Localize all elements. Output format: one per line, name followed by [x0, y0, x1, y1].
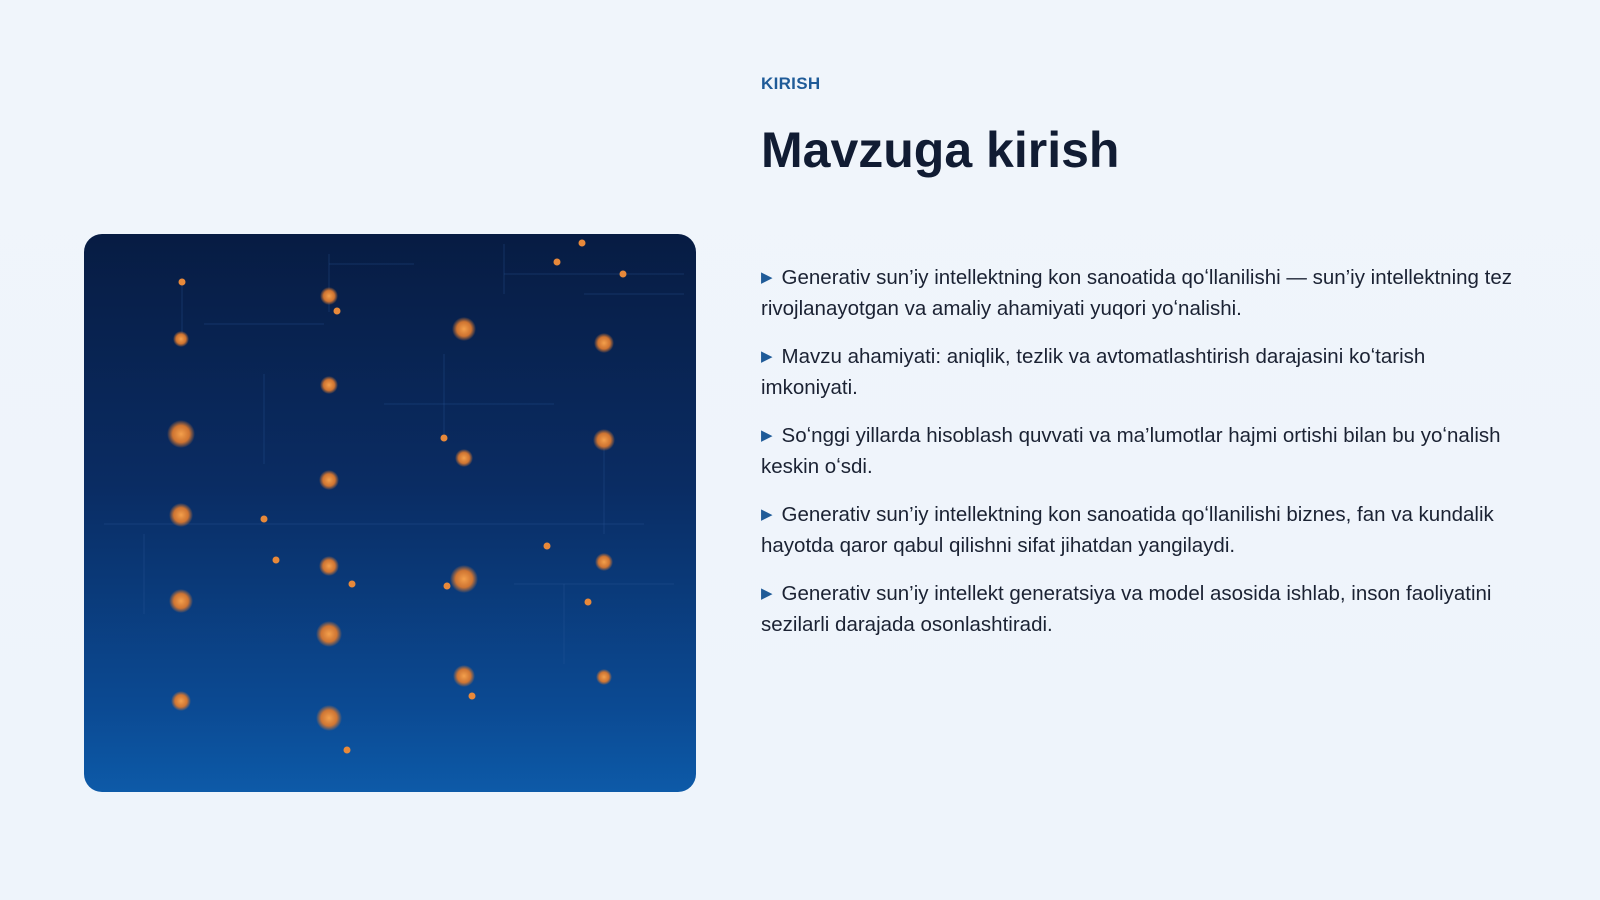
bullet-list [761, 262, 1521, 657]
section-kicker: KIRISH [761, 74, 821, 93]
bullet-item [761, 341, 1521, 403]
bullet-arrow-icon: ▶ [761, 506, 773, 523]
network-illustration [84, 234, 696, 792]
bullet-text: Generativ sun’iy intellektning kon sanoatida qoʻllanilishi — sun’iy intellektning tez rivojlanayotgan va amaliy ahamiyati yuqori yoʻnalishi. [761, 266, 1512, 320]
bullet-arrow-icon: ▶ [761, 269, 773, 286]
bullet-text: Generativ sun’iy intellektning kon sanoatida qoʻllanilishi biznes, fan va kundalik hayotda qaror qabul qilishni sifat jihatdan yangilaydi. [761, 503, 1494, 557]
bullet-arrow-icon: ▶ [761, 427, 773, 444]
bullet-item [761, 578, 1521, 640]
bullet-text: Mavzu ahamiyati: aniqlik, tezlik va avtomatlashtirish darajasini koʻtarish imkoniyati. [761, 345, 1426, 399]
bullet-item [761, 499, 1521, 561]
bullet-text: Generativ sun’iy intellekt generatsiya va model asosida ishlab, inson faoliyatini sezilarli darajada osonlashtiradi. [761, 582, 1492, 636]
bullet-item [761, 420, 1521, 482]
bullet-item [761, 262, 1521, 324]
slide-title: Mavzuga kirish [761, 122, 1120, 178]
bullet-text: Soʻnggi yillarda hisoblash quvvati va ma’lumotlar hajmi ortishi bilan bu yoʻnalish keskin oʻsdi. [761, 424, 1501, 478]
bullet-arrow-icon: ▶ [761, 348, 773, 365]
bullet-arrow-icon: ▶ [761, 585, 773, 602]
network-graphic [84, 234, 696, 792]
